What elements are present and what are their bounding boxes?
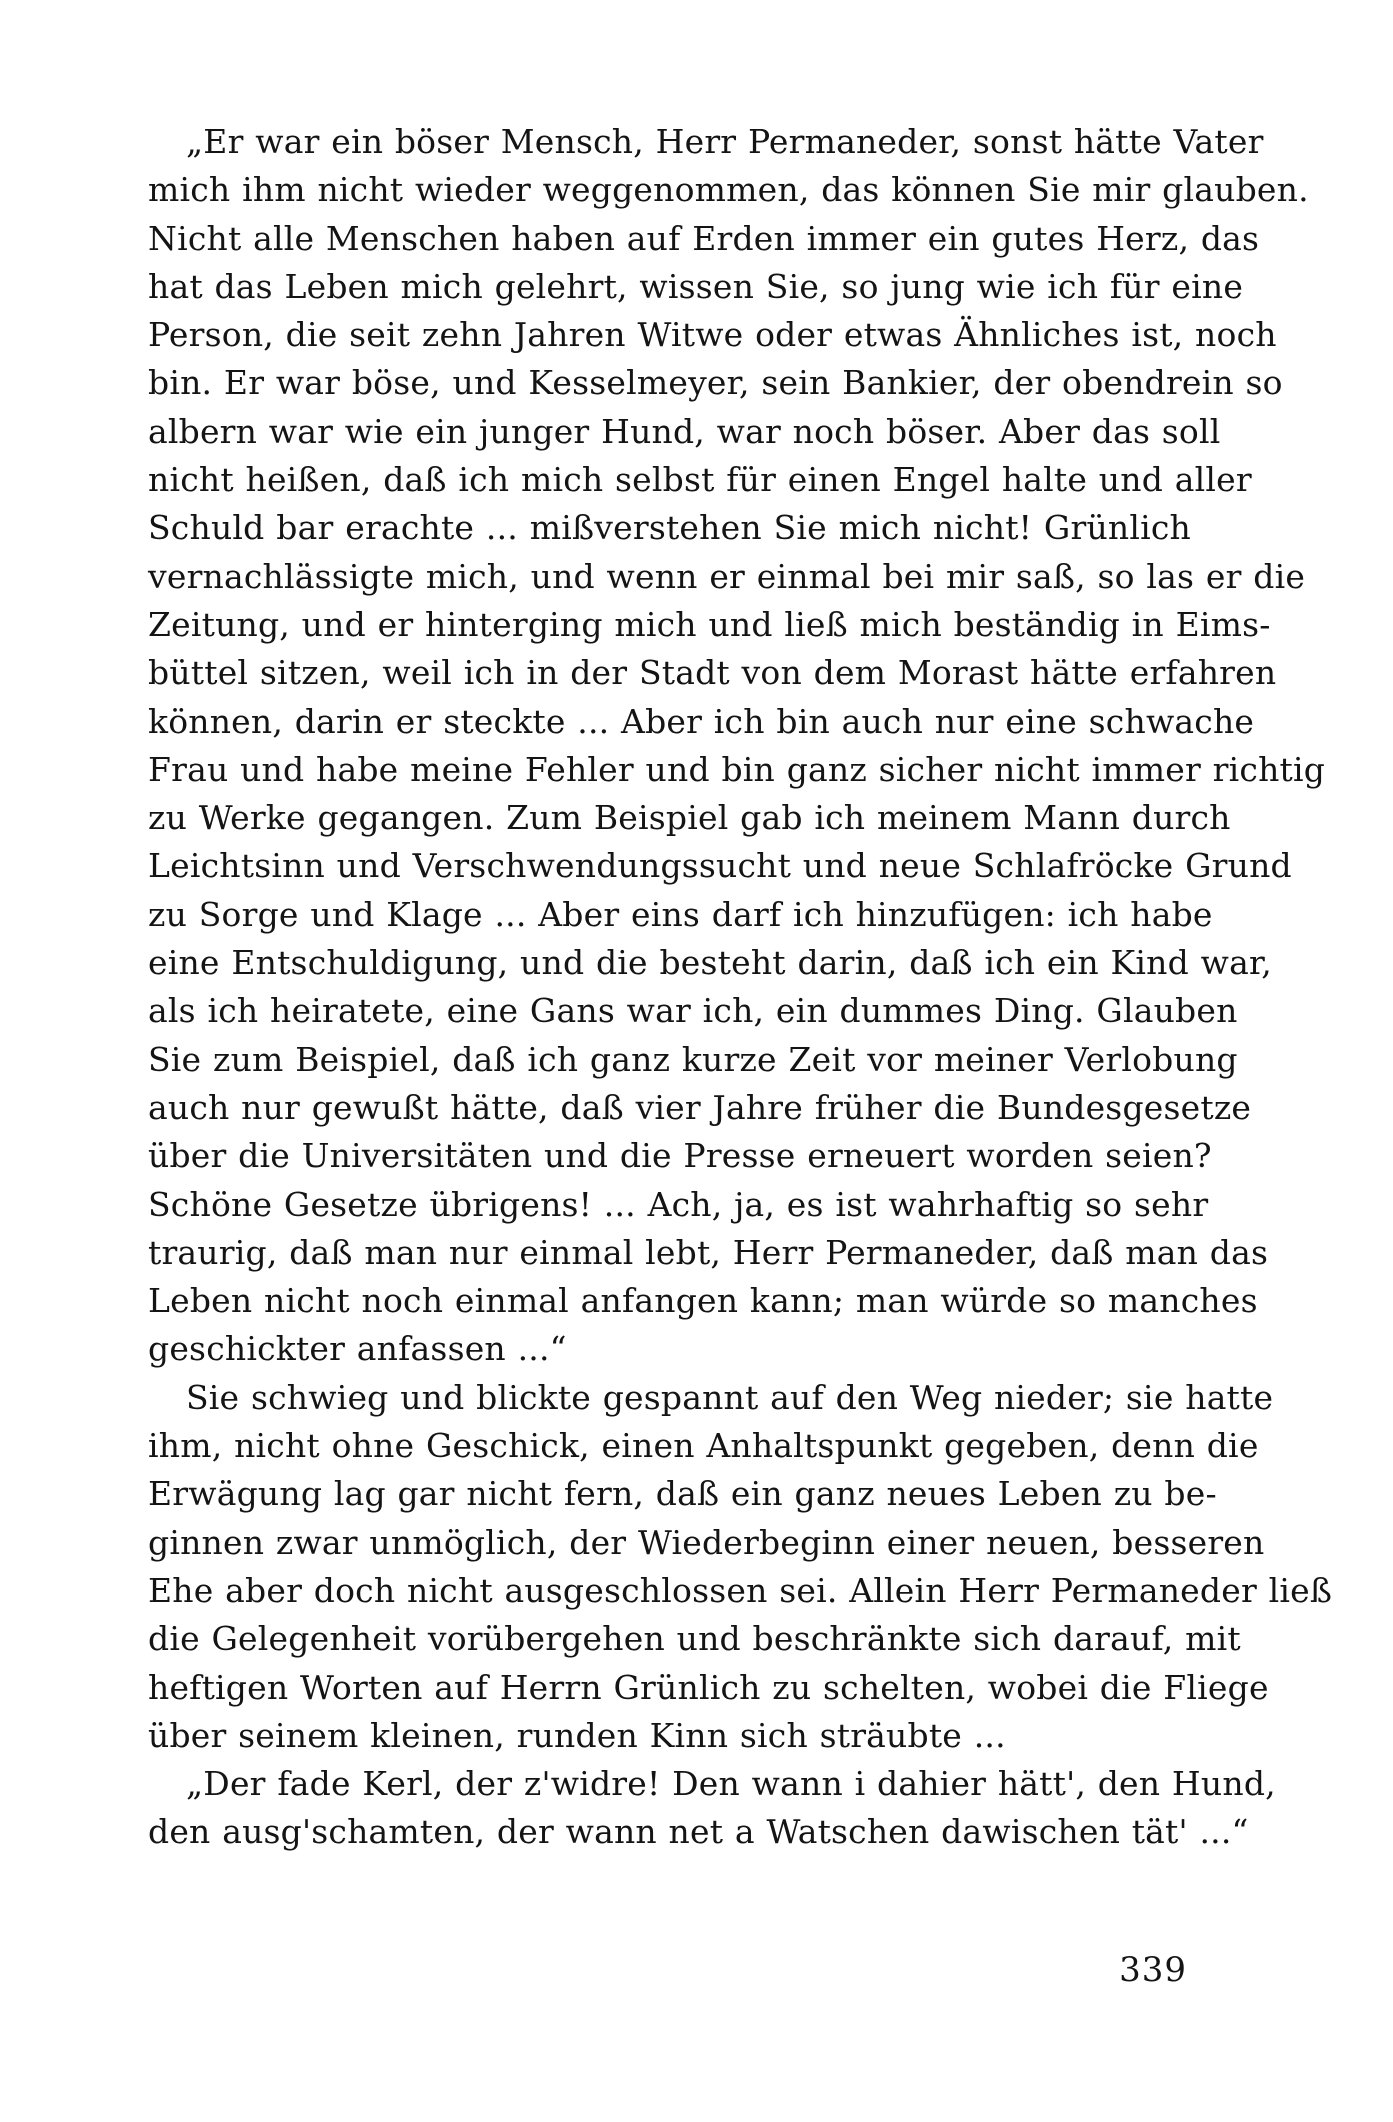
text-line: hat das Leben mich gelehrt, wissen Sie, so jung wie ich für eine	[148, 266, 1244, 306]
page-number: 339	[1119, 1950, 1187, 1990]
text-line: Schöne Gesetze übrigens! ... Ach, ja, es ist wahrhaftig so sehr	[148, 1184, 1209, 1224]
text-line: als ich heiratete, eine Gans war ich, ein dummes Ding. Glauben	[148, 991, 1238, 1031]
text-line: Erwägung lag gar nicht fern, daß ein ganz neues Leben zu be-	[148, 1474, 1217, 1514]
text-line: über die Universitäten und die Presse erneuert worden seien?	[148, 1136, 1212, 1176]
text-line: Leben nicht noch einmal anfangen kann; man würde so manches	[148, 1281, 1258, 1321]
text-line: mich ihm nicht wieder weggenommen, das können Sie mir glauben.	[148, 170, 1309, 210]
text-line: Nicht alle Menschen haben auf Erden immer ein gutes Herz, das	[148, 218, 1260, 258]
text-line: Zeitung, und er hinterging mich und ließ mich beständig in Eims-	[148, 604, 1271, 644]
text-line: ihm, nicht ohne Geschick, einen Anhaltspunkt gegeben, denn die	[148, 1426, 1259, 1466]
text-line: bin. Er war böse, und Kesselmeyer, sein Bankier, der obendrein so	[148, 363, 1283, 403]
text-line: können, darin er steckte ... Aber ich bin auch nur eine schwache	[148, 701, 1255, 741]
text-line: Frau und habe meine Fehler und bin ganz sicher nicht immer richtig	[148, 749, 1326, 789]
text-line: heftigen Worten auf Herrn Grünlich zu schelten, wobei die Fliege	[148, 1667, 1269, 1707]
text-line: auch nur gewußt hätte, daß vier Jahre früher die Bundesgesetze	[148, 1087, 1252, 1127]
text-line: büttel sitzen, weil ich in der Stadt von dem Morast hätte erfahren	[148, 653, 1277, 693]
text-line: geschickter anfassen ...“	[148, 1329, 567, 1369]
text-line: die Gelegenheit vorübergehen und beschränkte sich darauf, mit	[148, 1619, 1241, 1659]
text-line: Schuld bar erachte ... mißverstehen Sie mich nicht! Grünlich	[148, 508, 1191, 548]
text-line: „Er war ein böser Mensch, Herr Permaneder, sonst hätte Vater	[186, 122, 1264, 161]
text-line: nicht heißen, daß ich mich selbst für einen Engel halte und aller	[148, 460, 1252, 500]
text-line: Sie zum Beispiel, daß ich ganz kurze Zeit vor meiner Verlobung	[148, 1039, 1238, 1079]
text-line: eine Entschuldigung, und die besteht darin, daß ich ein Kind war,	[148, 943, 1272, 983]
text-line: Leichtsinn und Verschwendungssucht und neue Schlafröcke Grund	[148, 846, 1292, 886]
text-line: Ehe aber doch nicht ausgeschlossen sei. Allein Herr Permaneder ließ	[148, 1570, 1333, 1610]
body-text	[148, 118, 1333, 1857]
text-line: über seinem kleinen, runden Kinn sich sträubte ...	[148, 1715, 1006, 1755]
text-line: „Der fade Kerl, der z'widre! Den wann i dahier hätt', den Hund,	[186, 1764, 1276, 1804]
text-line: ginnen zwar unmöglich, der Wiederbeginn einer neuen, besseren	[148, 1522, 1265, 1562]
text-line: Sie schwieg und blickte gespannt auf den Weg nieder; sie hatte	[186, 1377, 1274, 1417]
text-line: traurig, daß man nur einmal lebt, Herr Permaneder, daß man das	[148, 1232, 1269, 1272]
text-line: zu Sorge und Klage ... Aber eins darf ich hinzufügen: ich habe	[148, 894, 1213, 934]
book-page	[148, 118, 1333, 1857]
text-line: vernachlässigte mich, und wenn er einmal bei mir saß, so las er die	[148, 556, 1306, 596]
text-line: Person, die seit zehn Jahren Witwe oder etwas Ähnliches ist, noch	[148, 315, 1277, 355]
text-line: den ausg'schamten, der wann net a Watschen dawischen tät' ...“	[148, 1812, 1249, 1852]
text-line: zu Werke gegangen. Zum Beispiel gab ich meinem Mann durch	[148, 798, 1231, 838]
text-line: albern war wie ein junger Hund, war noch böser. Aber das soll	[148, 411, 1221, 451]
